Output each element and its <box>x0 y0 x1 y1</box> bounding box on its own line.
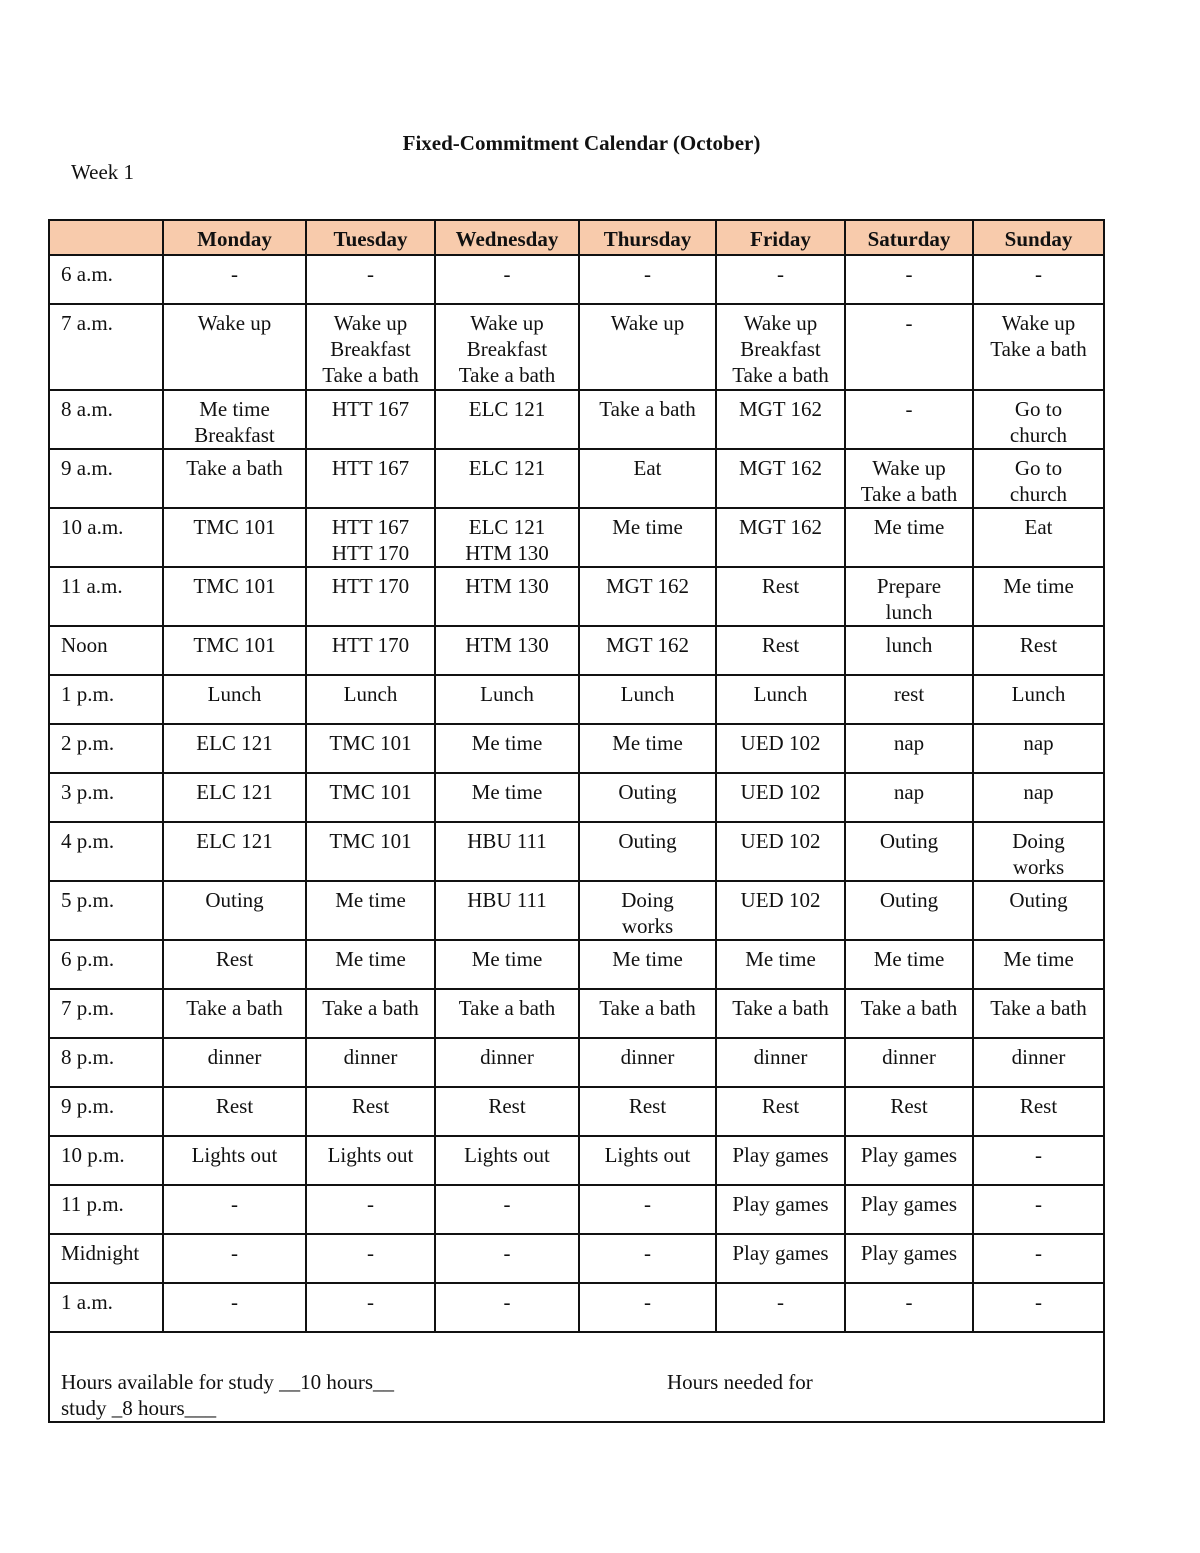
time-slot: 5 p.m. <box>49 881 163 940</box>
schedule-cell: - <box>579 1283 716 1332</box>
schedule-cell: Rest <box>716 1087 845 1136</box>
schedule-cell: Take a bath <box>973 989 1104 1038</box>
schedule-cell: Play games <box>845 1185 973 1234</box>
schedule-cell: Doing works <box>973 822 1104 881</box>
header-day: Monday <box>163 220 306 255</box>
schedule-cell: - <box>163 1283 306 1332</box>
calendar-body <box>49 255 1104 1332</box>
schedule-cell: - <box>306 1283 435 1332</box>
schedule-cell: Me time <box>435 773 579 822</box>
schedule-cell: Lunch <box>163 675 306 724</box>
schedule-cell: Lunch <box>435 675 579 724</box>
schedule-cell: ELC 121 <box>163 773 306 822</box>
schedule-cell: MGT 162 <box>716 508 845 567</box>
schedule-row <box>49 390 1104 449</box>
schedule-cell: Lunch <box>716 675 845 724</box>
time-slot: 3 p.m. <box>49 773 163 822</box>
schedule-cell: ELC 121 <box>163 822 306 881</box>
schedule-cell: dinner <box>579 1038 716 1087</box>
schedule-cell: Me time <box>973 940 1104 989</box>
schedule-cell: dinner <box>973 1038 1104 1087</box>
schedule-cell: - <box>579 255 716 304</box>
schedule-cell: Me time <box>306 940 435 989</box>
schedule-cell: - <box>716 255 845 304</box>
schedule-row <box>49 675 1104 724</box>
schedule-cell: TMC 101 <box>306 822 435 881</box>
schedule-cell: ELC 121 HTM 130 <box>435 508 579 567</box>
time-slot: 2 p.m. <box>49 724 163 773</box>
schedule-cell: Rest <box>163 940 306 989</box>
time-slot: 7 p.m. <box>49 989 163 1038</box>
header-day: Friday <box>716 220 845 255</box>
schedule-cell: - <box>163 1234 306 1283</box>
schedule-cell: Rest <box>579 1087 716 1136</box>
schedule-cell: Outing <box>845 822 973 881</box>
schedule-cell: Me time <box>435 940 579 989</box>
header-day: Tuesday <box>306 220 435 255</box>
schedule-cell: - <box>163 1185 306 1234</box>
time-slot: 1 p.m. <box>49 675 163 724</box>
schedule-row <box>49 567 1104 626</box>
schedule-cell: nap <box>973 773 1104 822</box>
schedule-cell: - <box>579 1234 716 1283</box>
schedule-cell: TMC 101 <box>306 724 435 773</box>
schedule-cell: HTT 167 <box>306 390 435 449</box>
schedule-cell: - <box>435 1185 579 1234</box>
time-slot: 9 a.m. <box>49 449 163 508</box>
time-slot: 10 a.m. <box>49 508 163 567</box>
schedule-row <box>49 940 1104 989</box>
header-day: Saturday <box>845 220 973 255</box>
schedule-cell: Play games <box>716 1234 845 1283</box>
schedule-cell: HTT 170 <box>306 626 435 675</box>
time-slot: 11 a.m. <box>49 567 163 626</box>
schedule-cell: rest <box>845 675 973 724</box>
hours-available: Hours available for study __10 hours__ <box>61 1370 395 1394</box>
hours-needed-label: Hours needed for <box>667 1370 813 1394</box>
schedule-cell: Lights out <box>435 1136 579 1185</box>
schedule-cell: UED 102 <box>716 773 845 822</box>
schedule-cell: - <box>973 1234 1104 1283</box>
schedule-cell: - <box>435 1283 579 1332</box>
schedule-cell: Wake up Breakfast Take a bath <box>306 304 435 390</box>
time-slot: 1 a.m. <box>49 1283 163 1332</box>
schedule-cell: Take a bath <box>306 989 435 1038</box>
schedule-cell: Take a bath <box>716 989 845 1038</box>
schedule-cell: Eat <box>973 508 1104 567</box>
schedule-cell: Rest <box>163 1087 306 1136</box>
time-slot: 6 a.m. <box>49 255 163 304</box>
schedule-cell: TMC 101 <box>163 567 306 626</box>
schedule-cell: dinner <box>306 1038 435 1087</box>
schedule-cell: - <box>716 1283 845 1332</box>
schedule-row <box>49 822 1104 881</box>
schedule-row <box>49 1038 1104 1087</box>
schedule-cell: Take a bath <box>435 989 579 1038</box>
schedule-cell: - <box>845 1283 973 1332</box>
schedule-cell: Me time <box>973 567 1104 626</box>
schedule-row <box>49 989 1104 1038</box>
schedule-row <box>49 449 1104 508</box>
calendar-table <box>48 219 1105 1423</box>
schedule-cell: - <box>845 255 973 304</box>
schedule-cell: Rest <box>306 1087 435 1136</box>
schedule-cell: Rest <box>716 626 845 675</box>
schedule-cell: MGT 162 <box>716 390 845 449</box>
schedule-cell: Go to church <box>973 449 1104 508</box>
schedule-cell: Outing <box>579 773 716 822</box>
footer-row <box>49 1332 1104 1422</box>
schedule-cell: - <box>163 255 306 304</box>
schedule-cell: Wake up Take a bath <box>973 304 1104 390</box>
schedule-cell: UED 102 <box>716 881 845 940</box>
schedule-cell: dinner <box>163 1038 306 1087</box>
schedule-cell: Lunch <box>579 675 716 724</box>
schedule-cell: Lights out <box>306 1136 435 1185</box>
schedule-cell: Me time Breakfast <box>163 390 306 449</box>
schedule-cell: Me time <box>306 881 435 940</box>
time-slot: 9 p.m. <box>49 1087 163 1136</box>
week-label: Week 1 <box>71 160 135 184</box>
schedule-cell: Doing works <box>579 881 716 940</box>
schedule-cell: dinner <box>716 1038 845 1087</box>
schedule-cell: Wake up Take a bath <box>845 449 973 508</box>
time-slot: Noon <box>49 626 163 675</box>
schedule-row <box>49 1283 1104 1332</box>
schedule-cell: Play games <box>845 1136 973 1185</box>
schedule-cell: Me time <box>435 724 579 773</box>
schedule-cell: dinner <box>435 1038 579 1087</box>
schedule-cell: Take a bath <box>163 989 306 1038</box>
schedule-cell: MGT 162 <box>579 567 716 626</box>
study-hours-summary <box>49 1332 1104 1422</box>
schedule-cell: Outing <box>973 881 1104 940</box>
schedule-cell: HTT 167 <box>306 449 435 508</box>
schedule-row <box>49 1136 1104 1185</box>
schedule-cell: Me time <box>579 724 716 773</box>
schedule-cell: Outing <box>845 881 973 940</box>
schedule-cell: Rest <box>973 626 1104 675</box>
hours-needed-value: study _8 hours___ <box>61 1396 217 1420</box>
schedule-cell: Take a bath <box>579 989 716 1038</box>
schedule-cell: - <box>845 390 973 449</box>
schedule-row <box>49 508 1104 567</box>
schedule-cell: UED 102 <box>716 822 845 881</box>
schedule-cell: HTT 170 <box>306 567 435 626</box>
schedule-cell: Rest <box>973 1087 1104 1136</box>
time-slot: 6 p.m. <box>49 940 163 989</box>
time-slot: 8 a.m. <box>49 390 163 449</box>
schedule-cell: HBU 111 <box>435 881 579 940</box>
schedule-cell: - <box>306 255 435 304</box>
schedule-cell: HTT 167 HTT 170 <box>306 508 435 567</box>
header-day: Thursday <box>579 220 716 255</box>
schedule-cell: ELC 121 <box>163 724 306 773</box>
schedule-row <box>49 881 1104 940</box>
schedule-row <box>49 304 1104 390</box>
schedule-cell: Lights out <box>163 1136 306 1185</box>
schedule-cell: Outing <box>163 881 306 940</box>
schedule-cell: Go to church <box>973 390 1104 449</box>
schedule-cell: ELC 121 <box>435 390 579 449</box>
schedule-cell: Wake up <box>579 304 716 390</box>
schedule-cell: HTM 130 <box>435 567 579 626</box>
schedule-cell: Rest <box>435 1087 579 1136</box>
time-slot: 10 p.m. <box>49 1136 163 1185</box>
schedule-cell: Take a bath <box>163 449 306 508</box>
schedule-cell: - <box>973 1185 1104 1234</box>
schedule-row <box>49 626 1104 675</box>
schedule-cell: Rest <box>716 567 845 626</box>
time-slot: Midnight <box>49 1234 163 1283</box>
schedule-cell: MGT 162 <box>716 449 845 508</box>
schedule-cell: Take a bath <box>579 390 716 449</box>
schedule-cell: nap <box>845 773 973 822</box>
schedule-row <box>49 1185 1104 1234</box>
header-day: Wednesday <box>435 220 579 255</box>
schedule-row <box>49 1234 1104 1283</box>
time-slot: 7 a.m. <box>49 304 163 390</box>
schedule-cell: nap <box>845 724 973 773</box>
page-title: Fixed-Commitment Calendar (October) <box>402 131 761 155</box>
schedule-cell: - <box>579 1185 716 1234</box>
schedule-cell: Play games <box>845 1234 973 1283</box>
schedule-cell: - <box>435 255 579 304</box>
schedule-cell: TMC 101 <box>163 626 306 675</box>
schedule-cell: - <box>306 1185 435 1234</box>
schedule-cell: HTM 130 <box>435 626 579 675</box>
schedule-cell: Outing <box>579 822 716 881</box>
time-slot: 4 p.m. <box>49 822 163 881</box>
schedule-cell: Wake up Breakfast Take a bath <box>716 304 845 390</box>
schedule-cell: Me time <box>579 940 716 989</box>
schedule-cell: - <box>973 1283 1104 1332</box>
schedule-cell: Wake up <box>163 304 306 390</box>
schedule-cell: Wake up Breakfast Take a bath <box>435 304 579 390</box>
schedule-cell: nap <box>973 724 1104 773</box>
schedule-cell: - <box>306 1234 435 1283</box>
schedule-row <box>49 773 1104 822</box>
schedule-cell: ELC 121 <box>435 449 579 508</box>
schedule-cell: Me time <box>579 508 716 567</box>
schedule-cell: - <box>435 1234 579 1283</box>
schedule-cell: Play games <box>716 1136 845 1185</box>
schedule-row <box>49 1087 1104 1136</box>
schedule-cell: HBU 111 <box>435 822 579 881</box>
schedule-cell: UED 102 <box>716 724 845 773</box>
schedule-cell: Me time <box>716 940 845 989</box>
time-slot: 11 p.m. <box>49 1185 163 1234</box>
schedule-cell: Me time <box>845 940 973 989</box>
schedule-cell: - <box>845 304 973 390</box>
schedule-cell: Rest <box>845 1087 973 1136</box>
schedule-cell: - <box>973 1136 1104 1185</box>
schedule-cell: Take a bath <box>845 989 973 1038</box>
schedule-cell: - <box>973 255 1104 304</box>
schedule-cell: TMC 101 <box>306 773 435 822</box>
schedule-cell: TMC 101 <box>163 508 306 567</box>
schedule-cell: MGT 162 <box>579 626 716 675</box>
schedule-row <box>49 255 1104 304</box>
header-row <box>49 220 1104 255</box>
schedule-cell: Me time <box>845 508 973 567</box>
schedule-cell: lunch <box>845 626 973 675</box>
schedule-cell: Play games <box>716 1185 845 1234</box>
header-corner <box>49 220 163 255</box>
schedule-cell: dinner <box>845 1038 973 1087</box>
schedule-cell: Lunch <box>973 675 1104 724</box>
schedule-cell: Eat <box>579 449 716 508</box>
schedule-cell: Lights out <box>579 1136 716 1185</box>
header-day: Sunday <box>973 220 1104 255</box>
schedule-cell: Prepare lunch <box>845 567 973 626</box>
schedule-cell: Lunch <box>306 675 435 724</box>
time-slot: 8 p.m. <box>49 1038 163 1087</box>
schedule-row <box>49 724 1104 773</box>
